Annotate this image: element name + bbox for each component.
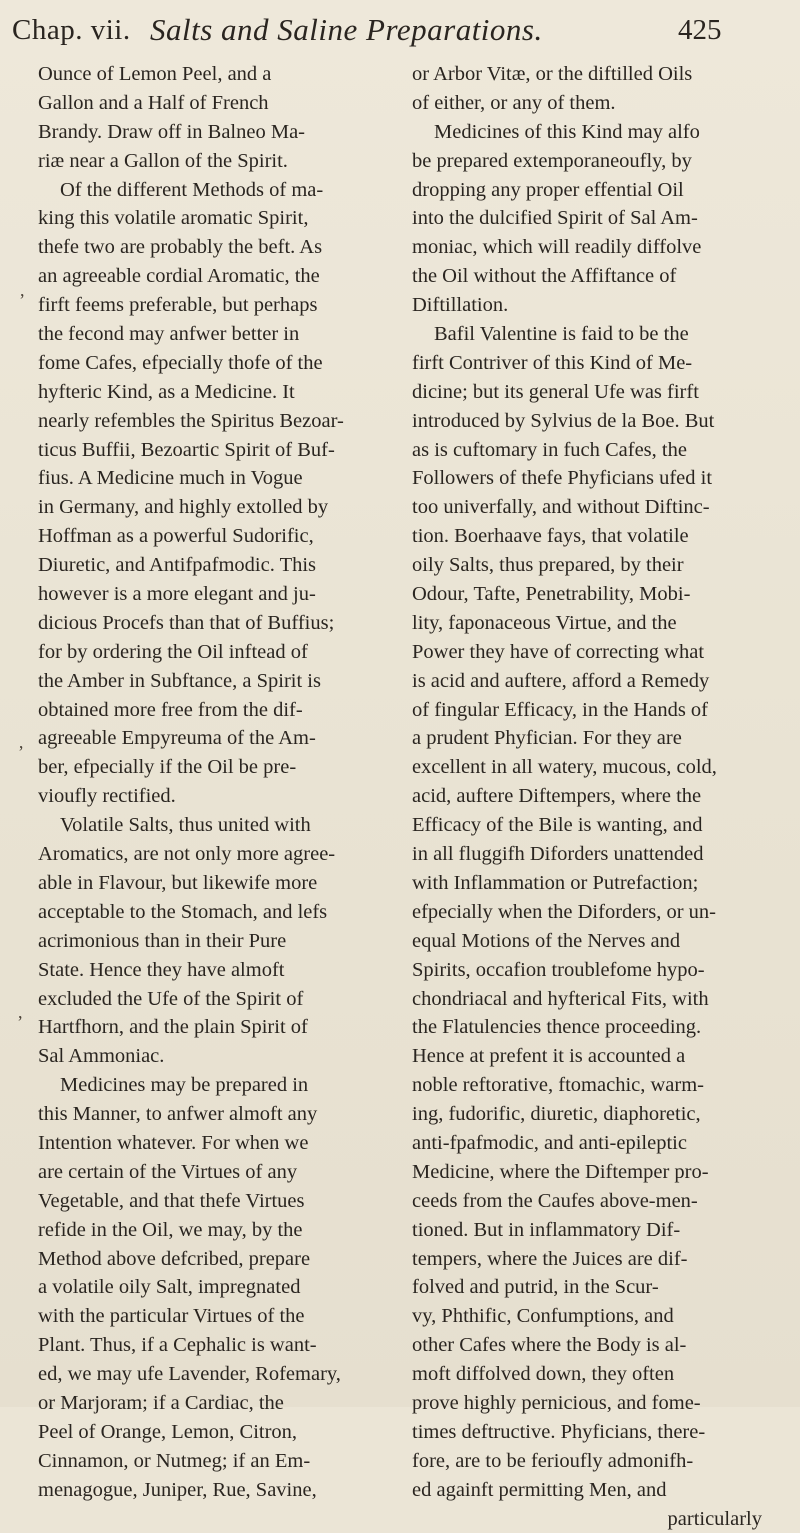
left-column-line: however is a more elegant and ju- — [38, 583, 316, 606]
left-column-line: Cinnamon, or Nutmeg; if an Em- — [38, 1449, 311, 1472]
right-column-line: chondriacal and hyfterical Fits, with — [412, 987, 709, 1010]
left-column-line: Aromatics, are not only more agree- — [38, 843, 336, 866]
left-column-line: obtained more free from the dif- — [38, 698, 303, 721]
left-column-line: firft feems preferable, but perhaps — [38, 294, 318, 317]
right-column-line: into the dulcified Spirit of Sal Am- — [412, 207, 698, 230]
right-column-line: moft diffolved down, they often — [412, 1363, 675, 1386]
right-column-line: tion. Boerhaave fays, that volatile — [412, 525, 689, 548]
right-column-line: or Arbor Vitæ, or the diftilled Oils — [412, 63, 693, 85]
left-column-line: Vegetable, and that thefe Virtues — [38, 1189, 305, 1212]
left-column-line: Hoffman as a powerful Sudorific, — [38, 525, 314, 548]
left-column-line: acceptable to the Stomach, and lefs — [38, 900, 328, 923]
left-column-line: fius. A Medicine much in Vogue — [38, 467, 303, 490]
right-column-line: other Cafes where the Body is al- — [412, 1334, 687, 1357]
margin-mark: , — [18, 1002, 23, 1022]
right-column-line: dicine; but its general Ufe was firft — [412, 380, 699, 403]
right-column-line: Bafil Valentine is faid to be the — [434, 323, 689, 346]
left-column-line: king this volatile aromatic Spirit, — [38, 207, 309, 230]
left-column-line: with the particular Virtues of the — [38, 1305, 305, 1328]
right-column-line: Followers of thefe Phyficians ufed it — [412, 467, 713, 490]
left-column-line: Ounce of Lemon Peel, and a — [38, 63, 272, 85]
left-column-line: refide in the Oil, we may, by the — [38, 1218, 303, 1241]
left-column-line: Brandy. Draw off in Balneo Ma- — [38, 120, 306, 143]
right-column-line: of fingular Efficacy, in the Hands of — [412, 698, 709, 721]
margin-mark: ’ — [18, 742, 24, 762]
right-column-line: ing, fudorific, diuretic, diaphoretic, — [412, 1103, 701, 1126]
right-column-line: equal Motions of the Nerves and — [412, 929, 681, 952]
right-column-line: with Inflammation or Putrefaction; — [412, 871, 699, 894]
left-column-line: Plant. Thus, if a Cephalic is want- — [38, 1334, 317, 1357]
left-column-line: Peel of Orange, Lemon, Citron, — [38, 1420, 298, 1443]
right-column-line: be prepared extemporaneoufly, by — [412, 149, 692, 172]
right-column — [412, 60, 792, 1533]
right-column-line: acid, auftere Diftempers, where the — [412, 785, 702, 808]
right-column-line: prove highly pernicious, and fome- — [412, 1391, 701, 1414]
left-column-line: or Marjoram; if a Cardiac, the — [38, 1391, 284, 1414]
right-column-line: lity, faponaceous Virtue, and the — [412, 611, 677, 634]
left-column-line: vioufly rectified. — [38, 785, 176, 808]
right-column-line: Spirits, occafion troublefome hypo- — [412, 958, 705, 981]
left-column-line: thefe two are probably the beft. As — [38, 236, 323, 259]
left-column-line: Hartfhorn, and the plain Spirit of — [38, 1016, 308, 1039]
right-column-line: excellent in all watery, mucous, cold, — [412, 756, 717, 779]
left-column-line: ticus Buffii, Bezoartic Spirit of Buf- — [38, 438, 335, 461]
right-column-line: oily Salts, thus prepared, by their — [412, 554, 684, 577]
right-column-line: folved and putrid, in the Scur- — [412, 1276, 659, 1299]
right-column-line: moniac, which will readily diffolve — [412, 236, 702, 259]
right-column-line: Diftillation. — [412, 294, 509, 317]
right-column-line: fore, are to be ferioufly admonifh- — [412, 1449, 694, 1472]
left-column-line: are certain of the Virtues of any — [38, 1160, 298, 1183]
left-column-line: ed, we may ufe Lavender, Rofemary, — [38, 1363, 341, 1386]
right-column-line: too univerfally, and without Diftinc- — [412, 496, 710, 519]
left-column-line: an agreeable cordial Aromatic, the — [38, 265, 320, 288]
left-column-line: for by ordering the Oil inftead of — [38, 640, 308, 663]
left-column-line: Gallon and a Half of French — [38, 91, 269, 114]
left-column — [38, 60, 400, 1505]
right-column-line: ceeds from the Caufes above-men- — [412, 1189, 698, 1212]
right-column-line: the Flatulencies thence proceeding. — [412, 1016, 702, 1039]
left-column-line: able in Flavour, but likewife more — [38, 871, 318, 894]
left-column-line: this Manner, to anfwer almoft any — [38, 1103, 318, 1126]
right-column-line: is acid and auftere, afford a Remedy — [412, 669, 710, 692]
left-column-line: Intention whatever. For when we — [38, 1131, 309, 1154]
left-column-line: menagogue, Juniper, Rue, Savine, — [38, 1478, 317, 1501]
right-column-line: anti-fpafmodic, and anti-epileptic — [412, 1131, 687, 1154]
chapter-label: Chap. vii. — [12, 14, 131, 46]
right-column-line: of either, or any of them. — [412, 91, 616, 114]
right-column-line: the Oil without the Affiftance of — [412, 265, 677, 288]
running-title: Salts and Saline Preparations. — [150, 12, 543, 47]
right-column-line: Odour, Tafte, Penetrability, Mobi- — [412, 583, 691, 606]
margin-mark: , — [20, 280, 25, 300]
left-column-line: fome Cafes, efpecially thofe of the — [38, 351, 323, 374]
right-column-line: in all fluggifh Diforders unattended — [412, 843, 704, 866]
right-column-line: Medicine, where the Diftemper pro- — [412, 1160, 709, 1183]
right-column-line: firft Contriver of this Kind of Me- — [412, 351, 693, 374]
left-column-line: Sal Ammoniac. — [38, 1045, 165, 1068]
left-column-line: a volatile oily Salt, impregnated — [38, 1276, 301, 1299]
left-column-line: Diuretic, and Antifpafmodic. This — [38, 554, 317, 577]
right-column-line: vy, Phthific, Confumptions, and — [412, 1305, 674, 1328]
right-column-line: dropping any proper effential Oil — [412, 178, 684, 201]
left-column-line: excluded the Ufe of the Spirit of — [38, 987, 304, 1010]
left-column-line: the Amber in Subftance, a Spirit is — [38, 669, 321, 692]
right-column-line: Power they have of correcting what — [412, 640, 705, 663]
left-column-line: State. Hence they have almoft — [38, 958, 285, 981]
left-column-line: Medicines may be prepared in — [60, 1074, 309, 1097]
right-column-line: introduced by Sylvius de la Boe. But — [412, 409, 715, 432]
right-column-line: times deftructive. Phyficians, there- — [412, 1420, 706, 1443]
right-column-line: a prudent Phyfician. For they are — [412, 727, 682, 750]
left-column-line: agreeable Empyreuma of the Am- — [38, 727, 316, 750]
right-column-line: efpecially when the Diforders, or un- — [412, 900, 716, 923]
right-column-line: Medicines of this Kind may alfo — [434, 120, 700, 143]
running-header — [0, 10, 800, 54]
left-column-line: nearly refembles the Spiritus Bezoar- — [38, 409, 344, 432]
right-column-line: Efficacy of the Bile is wanting, and — [412, 814, 703, 837]
right-column-line: particularly — [667, 1507, 762, 1530]
left-column-line: hyfteric Kind, as a Medicine. It — [38, 380, 295, 403]
right-column-line: ed againft permitting Men, and — [412, 1478, 667, 1501]
left-column-line: the fecond may anfwer better in — [38, 323, 300, 346]
left-column-line: Of the different Methods of ma- — [60, 178, 324, 201]
page-number: 425 — [678, 14, 722, 46]
left-column-line: ber, efpecially if the Oil be pre- — [38, 756, 297, 779]
left-column-line: Volatile Salts, thus united with — [60, 814, 311, 837]
left-column-line: Method above defcribed, prepare — [38, 1247, 311, 1270]
right-column-line: noble reftorative, ftomachic, warm- — [412, 1074, 704, 1097]
left-column-line: in Germany, and highly extolled by — [38, 496, 329, 519]
right-column-line: tioned. But in inflammatory Dif- — [412, 1218, 681, 1241]
left-column-line: riæ near a Gallon of the Spirit. — [38, 149, 288, 172]
left-column-line: acrimonious than in their Pure — [38, 929, 287, 952]
right-column-line: as is cuftomary in fuch Cafes, the — [412, 438, 687, 461]
left-column-line: dicious Procefs than that of Buffius; — [38, 611, 335, 634]
right-column-line: tempers, where the Juices are dif- — [412, 1247, 688, 1270]
right-column-line: Hence at prefent it is accounted a — [412, 1045, 686, 1068]
